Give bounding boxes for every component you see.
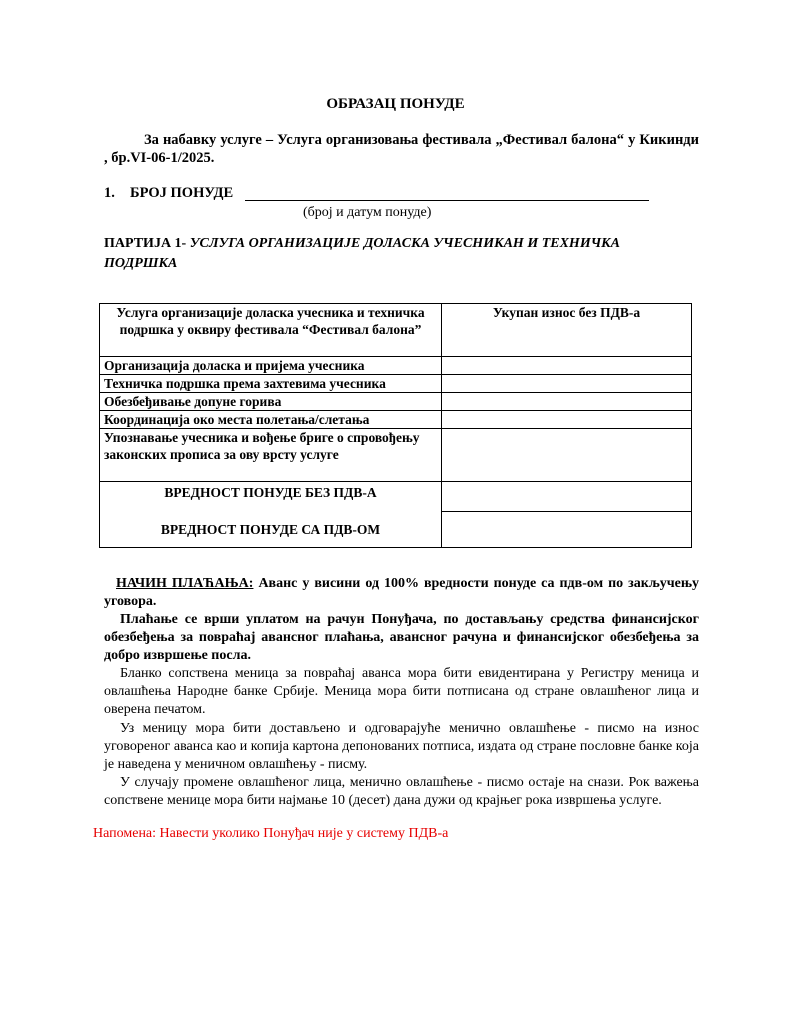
header-amount: Укупан износ без ПДВ-а: [442, 304, 692, 357]
sum-with-vat-value[interactable]: [442, 512, 692, 548]
payment-paragraph-2: Бланко сопствена меница за повраћај аванса мора бити евидентирана у Регистру меница и овлашћења Народне банке Србије. Меница мора бити потписана од стране овлашћеног лица и оверена печатом.: [104, 666, 699, 717]
procurement-intro: За набавку услуге – Услуга организовања фестивала „Фестивал балона“ у Кикинди , бр.VI-06-1/2025.: [104, 132, 699, 166]
sum-row: [100, 482, 692, 512]
header-service: Услуга организације доласка учесника и техничка подршка у оквиру фестивала “Фестивал балона”: [100, 304, 442, 357]
partija-lead: ПАРТИЈА 1-: [104, 236, 187, 251]
payment-paragraph-1: Плаћање се врши уплатом на рачун Понуђача, по достављању средства финансијског обезбеђења за повраћај авансног плаћања, авансног рачуна и финансијског обезбеђења за добро извршење посла.: [104, 612, 699, 663]
offer-number-field[interactable]: [245, 200, 649, 201]
table-row: [100, 411, 692, 429]
price-table: [99, 303, 692, 548]
service-item: Организација доласка и пријема учесника: [100, 357, 442, 375]
payment-advance: Аванс у висини од 100% вредности понуде са пдв-ом по закључењу уговора.: [104, 576, 700, 609]
sum-without-vat-label: ВРЕДНОСТ ПОНУДЕ БЕЗ ПДВ-А: [164, 485, 377, 500]
sum-with-vat-label: ВРЕДНОСТ ПОНУДЕ СА ПДВ-ОМ: [160, 522, 381, 537]
service-item: Обезбеђивање допуне горива: [100, 393, 442, 411]
offer-number-label: БРОЈ ПОНУДЕ: [130, 185, 234, 201]
service-item: Техничка подршка према захтевима учесника: [100, 375, 442, 393]
offer-number-caption: (број и датум понуде): [303, 205, 432, 220]
service-item: Координација око места полетања/слетања: [100, 411, 442, 429]
table-row: [100, 357, 692, 375]
payment-paragraph-3: Уз меницу мора бити достављено и одговарајуће менично овлашћење - писмо на износ уговореног аванса као и копија картона депонованих потписа, издата од стране пословне банке која је наведена у меничном овлашћењу - писму.: [104, 721, 699, 772]
payment-method: [104, 575, 699, 611]
amount-cell[interactable]: [442, 411, 692, 429]
sum-without-vat-value[interactable]: [442, 482, 692, 512]
document-title: ОБРАЗАЦ ПОНУДЕ: [326, 96, 465, 112]
table-row: [100, 375, 692, 393]
amount-cell[interactable]: [442, 429, 692, 482]
sum-labels-cell: [100, 482, 442, 548]
amount-cell[interactable]: [442, 357, 692, 375]
payment-heading: НАЧИН ПЛАЋАЊА:: [116, 576, 254, 591]
partija-title: УСЛУГА ОРГАНИЗАЦИЈЕ ДОЛАСКА УЧЕСНИКАН И ТЕХНИЧКА ПОДРШКА: [104, 236, 621, 271]
amount-cell[interactable]: [442, 393, 692, 411]
amount-cell[interactable]: [442, 375, 692, 393]
table-row: [100, 393, 692, 411]
service-item: Упознавање учесника и вођење бриге о спровођењу законских прописа за ову врсту услуге: [100, 429, 442, 482]
vat-note: Напомена: Навести уколико Понуђач није у систему ПДВ-а: [93, 826, 449, 841]
table-header-row: [100, 304, 692, 357]
table-row: [100, 429, 692, 482]
offer-number-index: 1.: [104, 185, 115, 201]
partija-heading: [104, 234, 684, 274]
payment-paragraph-4: У случају промене овлашћеног лица, менично овлашћење - писмо остаје на снази. Рок важења сопствене менице мора бити најмање 10 (десет) дана дужи од крајњег рока извршења услуге.: [104, 775, 699, 808]
